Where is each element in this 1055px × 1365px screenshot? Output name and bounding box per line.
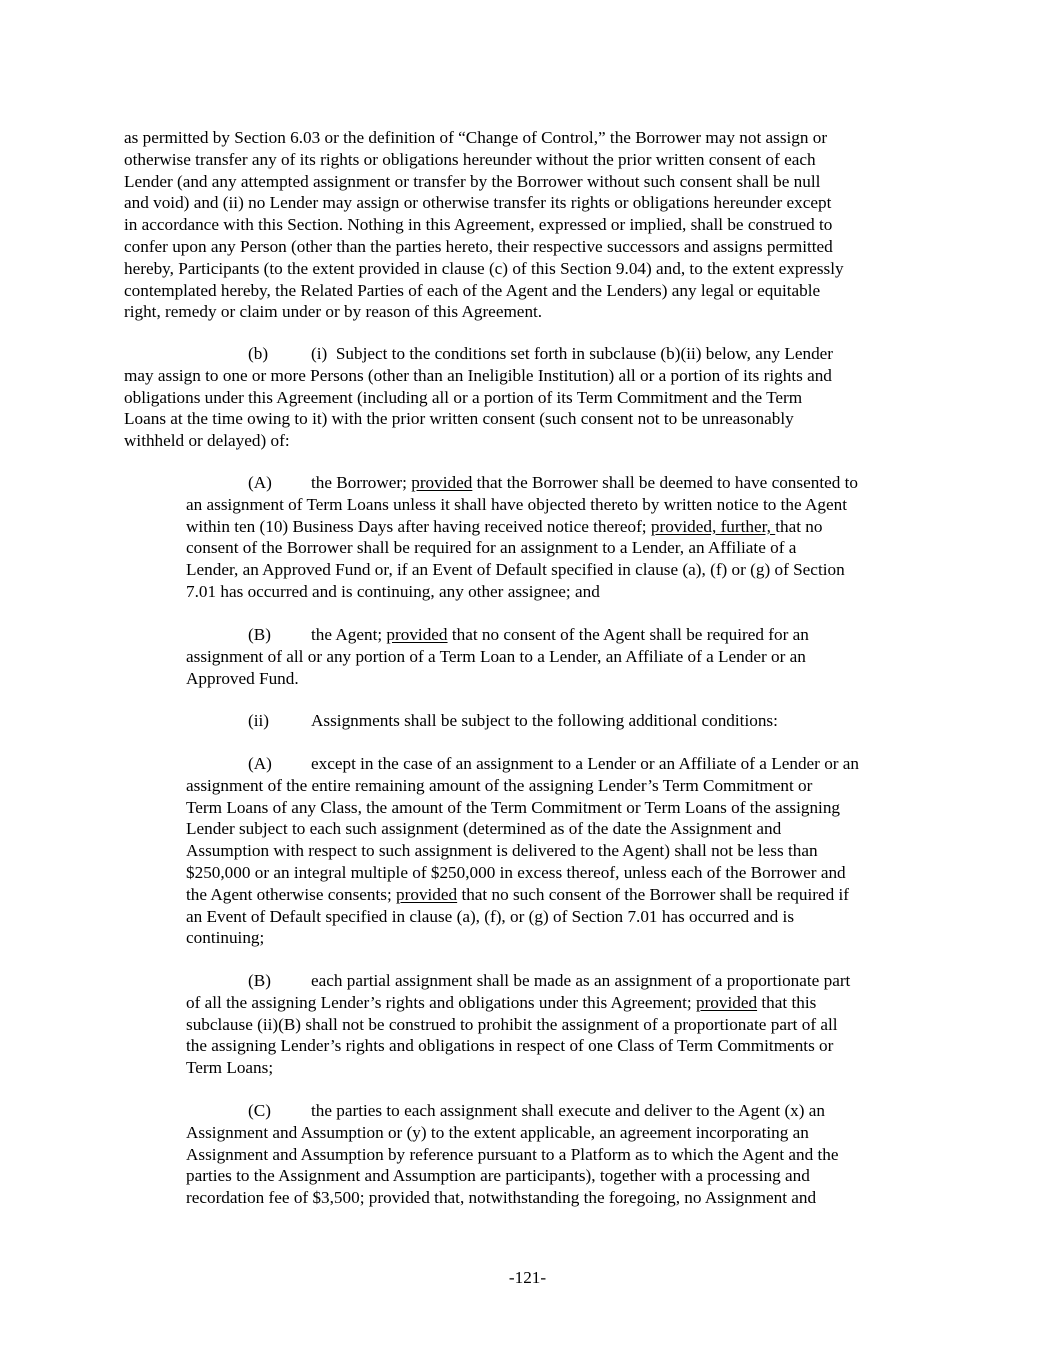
clause-b-ii xyxy=(186,710,778,732)
text-line: an Event of Default specified in clause (a), (f), or (g) of Section 7.01 has occurred and is xyxy=(186,906,795,926)
provided-further-term: provided, further, xyxy=(650,516,776,536)
page-number: -121- xyxy=(508,1268,547,1287)
text-line: otherwise transfer any of its rights or obligations hereunder without the prior written consent of each xyxy=(124,149,816,169)
text-line: the assigning Lender’s rights and obligations in respect of one Class of Term Commitments or xyxy=(186,1036,834,1056)
text-line: Loans at the time owing to it) with the prior written consent (such consent not to be unreasonably xyxy=(124,409,794,429)
text-line: may assign to one or more Persons (other than an Ineligible Institution) all or a portion of its rights and xyxy=(124,365,832,385)
text-line: and void) and (ii) no Lender may assign or otherwise transfer its rights or obligations hereunder except xyxy=(124,193,832,213)
text-line: 7.01 has occurred and is continuing, any other assignee; and xyxy=(186,581,600,601)
text-line: an assignment of Term Loans unless it shall have objected thereto by written notice to the Agent xyxy=(186,494,847,514)
clause-b-ii-A: (A) except in the case of an assignment to a Lender or an Affiliate of a Lender or an assignment of the entire remaining amount of the assigning Lender’s Term Commitment or Term Loans of any Class, the amount of the Term Commitment or Term Loans of the assigning Lender subject to each such assignment (determined as of the date the Assignment and Assumption with respect to such assignment is delivered to the Agent) shall not be less than $250,000 or an integral multiple of $250,000 in excess thereof, unless each of the Borrower and the Agent otherwise consents; provided that no such consent of the Borrower shall be required if an Event of Default specified in clause (a), (f), or (g) of Section 7.01 has occurred and is continuing; xyxy=(186,754,860,948)
subclause-label: (i) xyxy=(311,344,328,363)
text-line: continuing; xyxy=(186,928,265,948)
text-line: Term Loans of any Class, the amount of the Term Commitment or Term Loans of the assigning xyxy=(186,797,841,817)
clause-b-i-B: (B) the Agent; provided that no consent of the Agent shall be required for an assignment of all or any portion of a Term Loan to a Lender, an Affiliate of a Lender or an Approved Fund. xyxy=(186,625,809,688)
clause-b-i-A: (A) the Borrower; provided that the Borrower shall be deemed to have consented to an assignment of Term Loans unless it shall have objected thereto by written notice to the Agent within ten (10) Business Days after having received notice thereof; provided, further, that no consent of the Borrower shall be required for an assignment to a Lender, an Affiliate of a Lender, an Approved Fund or, if an Event of Default specified in clause (a), (f) or (g) of Section 7.01 has occurred and is continuing, any other assignee; and xyxy=(186,473,858,601)
text-line: Lender, an Approved Fund or, if an Event of Default specified in clause (a), (f) or (g) of Section xyxy=(186,560,845,580)
text-line: parties to the Assignment and Assumption are participants), together with a processing and xyxy=(186,1166,810,1186)
text-line: assignment of the entire remaining amount of the assigning Lender’s Term Commitment or xyxy=(186,775,813,795)
clause-label: (C) xyxy=(248,1101,271,1120)
text-line: Assignments shall be subject to the following additional conditions: xyxy=(311,711,778,730)
text-line: Lender subject to each such assignment (determined as of the date the Assignment and xyxy=(186,819,782,839)
clause-label: (B) xyxy=(248,625,271,644)
clause-label: (B) xyxy=(248,971,271,990)
clause-b-ii-B: (B) each partial assignment shall be made as an assignment of a proportionate part of all the assigning Lender’s rights and obligations under this Agreement; provided that this subclause (ii)(B) shall not be construed to prohibit the assignment of a proportionate part of all the assigning Lender’s rights and obligations in respect of one Class of Term Commitments or Term Loans; xyxy=(186,971,851,1078)
clause-label: (A) xyxy=(248,754,272,773)
text-line: hereby, Participants (to the extent provided in clause (c) of this Section 9.04) and, to the extent expressly xyxy=(124,258,844,278)
text-line: confer upon any Person (other than the parties hereto, their respective successors and assigns permitted xyxy=(124,236,833,256)
provided-term: provided xyxy=(411,473,473,492)
provided-term: provided xyxy=(695,992,758,1012)
text-line: Subject to the conditions set forth in subclause (b)(ii) below, any Lender xyxy=(335,344,834,363)
provided-term: provided xyxy=(386,625,448,644)
text-line: Lender (and any attempted assignment or transfer by the Borrower without such consent shall be null xyxy=(124,171,821,191)
clause-b-ii-C: (C) the parties to each assignment shall execute and deliver to the Agent (x) an Assignment and Assumption or (y) to the extent applicable, an agreement incorporating an Assignment and Assumption by reference pursuant to a Platform as to which the Agent and the parties to the Assignment and Assumption are participants), together with a processing and recordation fee of $3,500; provided that, notwithstanding the foregoing, no Assignment and xyxy=(186,1101,839,1208)
text-line: contemplated hereby, the Related Parties of each of the Agent and the Lenders) any legal or equitable xyxy=(124,280,821,300)
clause-label: (ii) xyxy=(248,711,269,730)
text-line: recordation fee of $3,500; provided that, notwithstanding the foregoing, no Assignment and xyxy=(186,1188,817,1208)
text-line: subclause (ii)(B) shall not be construed to prohibit the assignment of a proportionate part of all xyxy=(186,1014,838,1034)
text-line: in accordance with this Section. Nothing in this Agreement, expressed or implied, shall be construed to xyxy=(124,215,833,235)
text-line: withheld or delayed) of: xyxy=(124,431,290,451)
text-line: consent of the Borrower shall be required for an assignment to a Lender, an Affiliate of a xyxy=(186,538,797,558)
clause-b-i xyxy=(124,343,833,452)
paragraph-continuation xyxy=(124,127,844,323)
clause-label: (b) xyxy=(248,344,269,363)
text-line: as permitted by Section 6.03 or the definition of “Change of Control,” the Borrower may not assign or xyxy=(124,128,828,147)
text-line: Assignment and Assumption or (y) to the extent applicable, an agreement incorporating an xyxy=(186,1122,809,1142)
text-line: obligations under this Agreement (including all or a portion of its Term Commitment and the Term xyxy=(124,387,803,407)
text-line: Assignment and Assumption by reference pursuant to a Platform as to which the Agent and the xyxy=(186,1144,839,1164)
text-line: assignment of all or any portion of a Term Loan to a Lender, an Affiliate of a Lender or an xyxy=(186,646,806,666)
clause-label: (A) xyxy=(248,473,272,492)
text-line: Approved Fund. xyxy=(186,668,299,688)
text-line: right, remedy or claim under or by reason of this Agreement. xyxy=(124,302,543,322)
text-line: Term Loans; xyxy=(186,1058,274,1078)
text-line: $250,000 or an integral multiple of $250,000 in excess thereof, unless each of the Borrower and xyxy=(186,862,846,882)
text-line: Assumption with respect to such assignment is delivered to the Agent) shall not be less than xyxy=(186,841,818,861)
provided-term: provided xyxy=(396,884,458,904)
